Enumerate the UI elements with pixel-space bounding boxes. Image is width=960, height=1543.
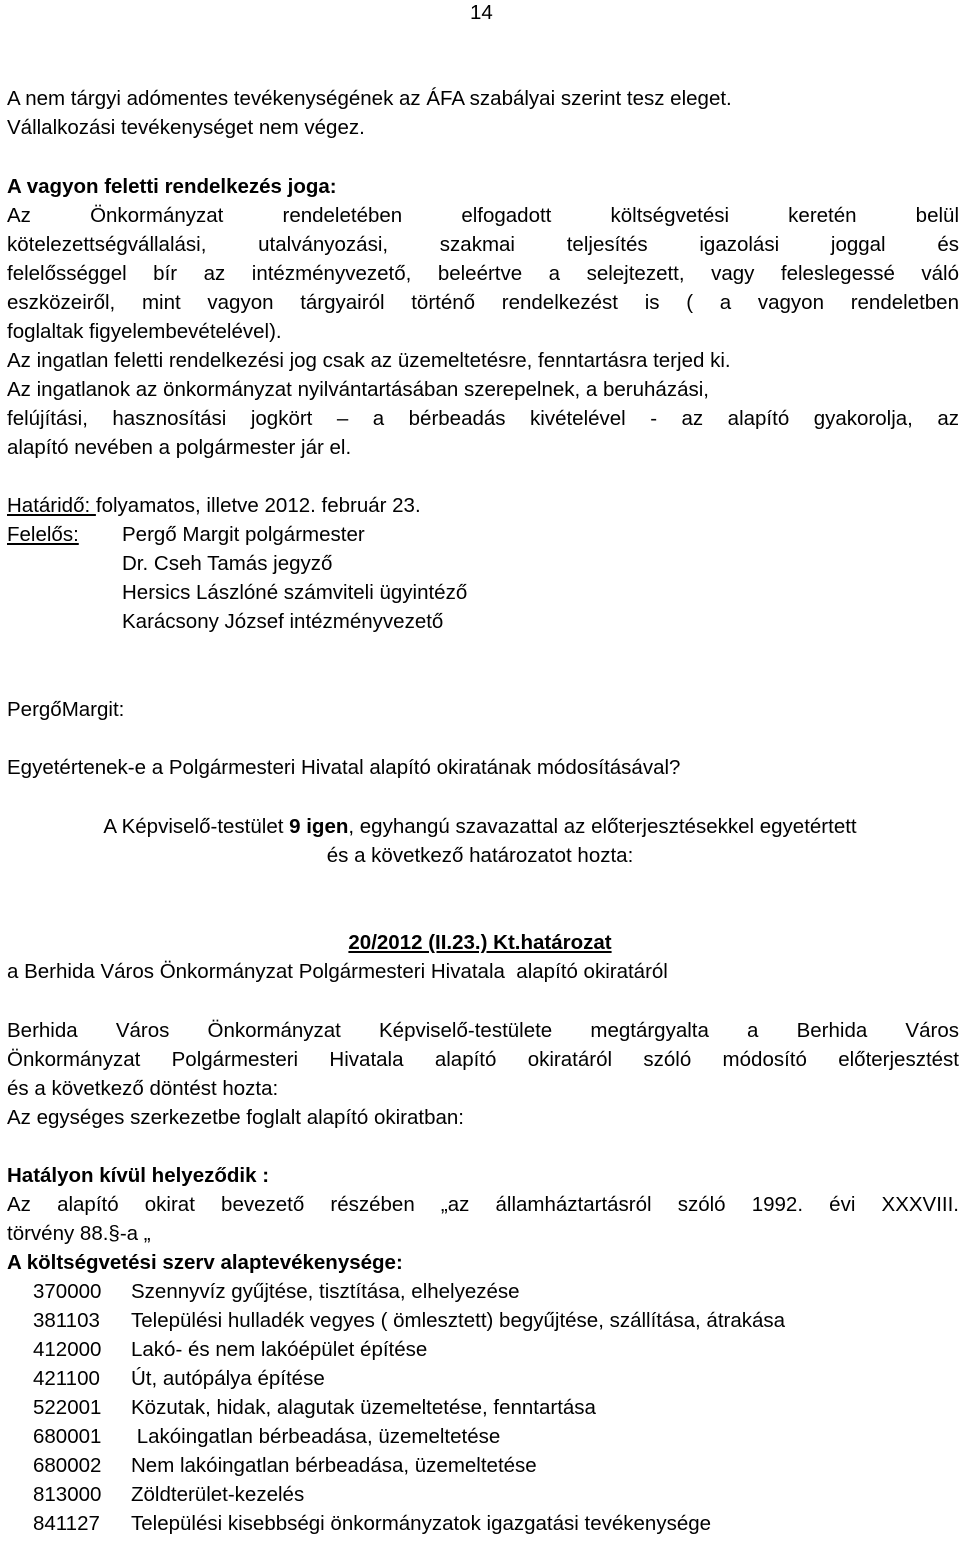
activity-code: 841127 [33,1512,100,1535]
activity-label: Út, autópálya építése [131,1367,325,1390]
activity-label: Zöldterület-kezelés [131,1483,305,1506]
activity-label: Szennyvíz gyűjtése, tisztítása, elhelyezése [131,1280,520,1303]
paragraph-line: Az Önkormányzat rendeletében elfogadott költségvetési keretén belül [7,204,959,227]
paragraph-line: és a következő döntést hozta: [7,1077,279,1100]
responsible-person: Karácsony József intézményvezető [122,610,444,633]
responsible-person: Pergő Margit polgármester [122,523,365,546]
responsible [7,523,365,547]
paragraph-line: Az egységes szerkezetbe foglalt alapító okiratban: [7,1106,464,1129]
intro-line: A nem tárgyi adómentes tevékenységének az ÁFA szabályai szerint tesz eleget. [7,87,732,110]
activity-label: Lakó- és nem lakóépület építése [131,1338,428,1361]
activity-code: 680001 [33,1425,102,1448]
paragraph-line: alapító nevében a polgármester jár el. [7,436,352,459]
vote-result-line: és a következő határozatot hozta: [326,844,634,867]
activity-row [33,1338,427,1362]
activity-row [33,1396,596,1420]
paragraph-line: eszközeiről, mint vagyon tárgyairól történő rendelkezést is ( a vagyon rendeletben [7,291,959,314]
vote-result [0,815,960,839]
page-number: 14 [470,1,493,24]
activity-code: 370000 [33,1280,102,1303]
paragraph-line: felújítási, hasznosítási jogkört – a bérbeadás kivételével - az alapító gyakorolja, az [7,407,959,430]
activity-row [33,1425,500,1449]
speaker-label: PergőMargit: [7,698,125,721]
paragraph-line: törvény 88.§-a „ [7,1222,151,1245]
responsible-person: Dr. Cseh Tamás jegyző [122,552,333,575]
question: Egyetértenek-e a Polgármesteri Hivatal alapító okiratának módosításával? [7,756,681,779]
paragraph-line: kötelezettségvállalási, utalványozási, szakmai teljesítés igazolási joggal és [7,233,959,256]
activity-code: 412000 [33,1338,102,1361]
deadline [7,494,421,518]
paragraph-line: Az ingatlanok az önkormányzat nyilvántartásában szerepelnek, a beruházási, [7,378,709,401]
activity-label: Lakóingatlan bérbeadása, üzemeltetése [131,1425,501,1448]
activity-row [33,1367,325,1391]
activity-row [33,1280,520,1304]
resolution-number: 20/2012 (II.23.) Kt.határozat [348,931,612,954]
responsible-person: Hersics Lászlóné számviteli ügyintéző [122,581,468,604]
paragraph-line: Berhida Város Önkormányzat Képviselő-testülete megtárgyalta a Berhida Város [7,1019,959,1042]
activity-code: 522001 [33,1396,102,1419]
section-heading: A költségvetési szerv alaptevékenysége: [7,1251,403,1274]
deadline-label: Határidő: [7,494,96,517]
section-heading: Hatályon kívül helyeződik : [7,1164,270,1187]
paragraph-line: Önkormányzat Polgármesteri Hivatala alapító okiratáról szóló módosító előterjesztést [7,1048,959,1071]
paragraph-line: Az ingatlan feletti rendelkezési jog csak az üzemeltetésre, fenntartásra terjed ki. [7,349,731,372]
activity-label: Közutak, hidak, alagutak üzemeltetése, fenntartása [131,1396,596,1419]
activity-label: Nem lakóingatlan bérbeadása, üzemeltetése [131,1454,537,1477]
section-heading: A vagyon feletti rendelkezés joga: [7,175,337,198]
resolution-subject: a Berhida Város Önkormányzat Polgármesteri Hivatala alapító okiratáról [7,960,668,983]
intro-line: Vállalkozási tevékenységet nem végez. [7,116,365,139]
activity-row [33,1483,304,1507]
paragraph-line: felelősséggel bír az intézményvezető, beleértve a selejtezett, vagy feleslegessé váló [7,262,959,285]
deadline-value: folyamatos, illetve 2012. február 23. [95,494,421,517]
activity-code: 813000 [33,1483,102,1506]
responsible-label: Felelős: [7,523,79,546]
activity-code: 381103 [33,1309,100,1332]
activity-label: Települési kisebbségi önkormányzatok igazgatási tevékenysége [131,1512,712,1535]
paragraph-line: foglaltak figyelembevételével). [7,320,282,343]
vote-suffix: , egyhangú szavazattal az előterjesztésekkel egyetértett [348,815,857,838]
activity-row [33,1454,537,1478]
activity-code: 421100 [33,1367,100,1390]
vote-prefix: A Képviselő-testület [103,815,290,838]
activity-code: 680002 [33,1454,102,1477]
activity-row [33,1512,711,1536]
paragraph-line: Az alapító okirat bevezető részében „az államháztartásról szóló 1992. évi XXXVIII. [7,1193,959,1216]
activity-label: Települési hulladék vegyes ( ömlesztett) begyűjtése, szállítása, átrakása [131,1309,786,1332]
vote-count: 9 igen [289,815,349,838]
activity-row [33,1309,785,1333]
